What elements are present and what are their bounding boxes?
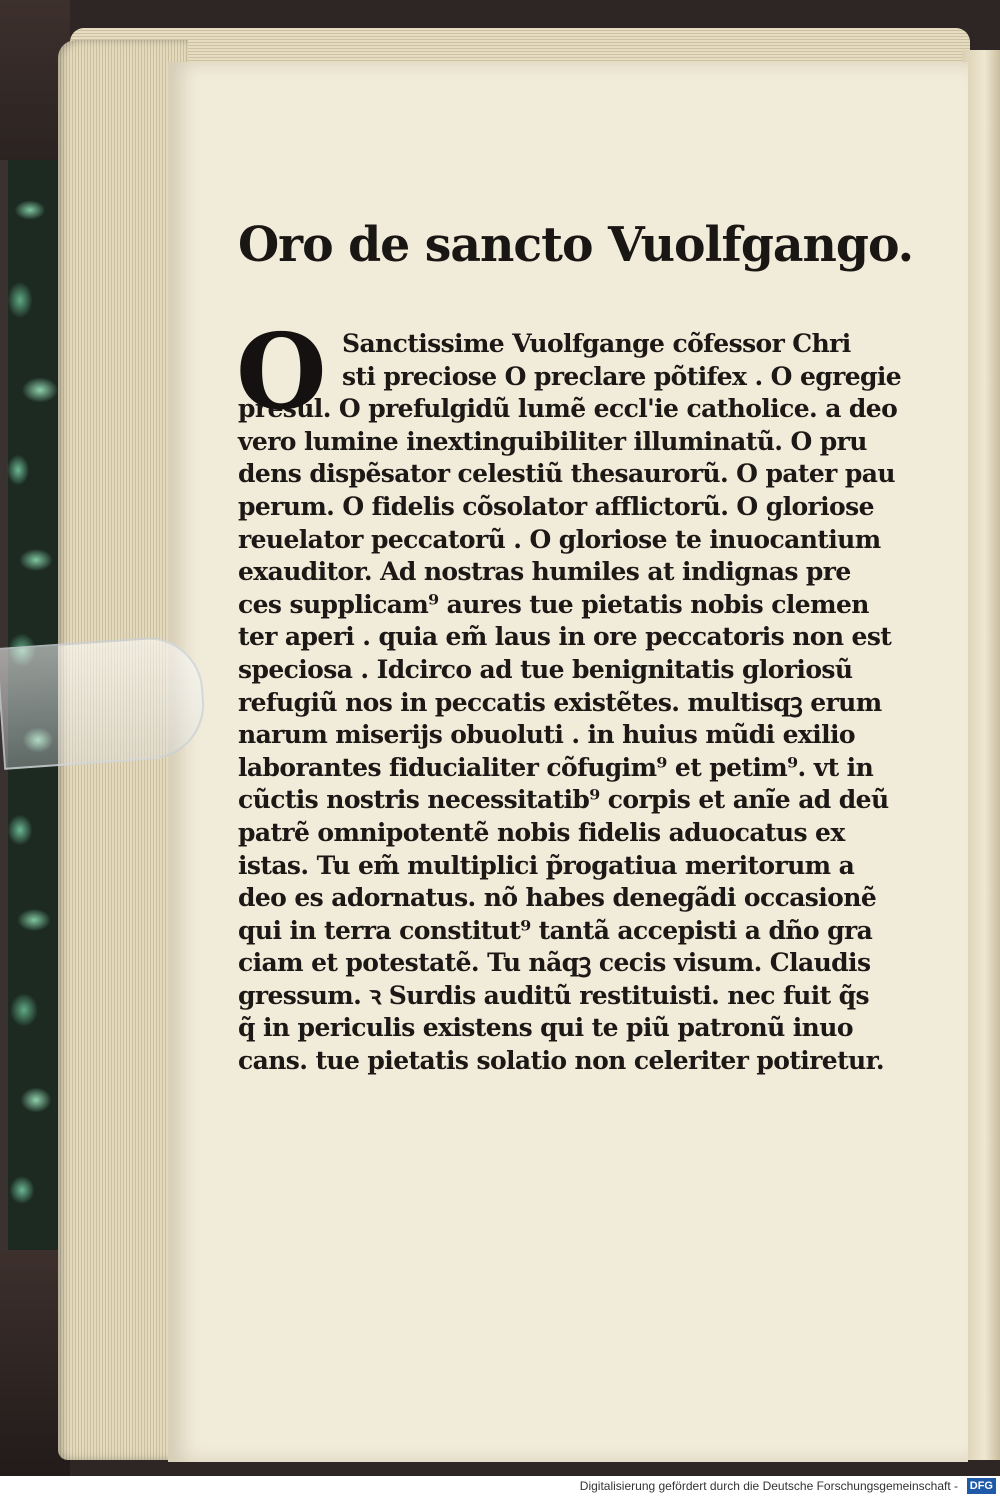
page-title: Oro de sancto Vuolfgango. <box>238 218 914 273</box>
text-line: cũctis nostris necessitatib⁹ corpis et anĩe ad deũ <box>238 785 889 815</box>
text-line: narum miserijs obuoluti . in huius mũdi exilio <box>238 720 856 750</box>
text-line: istas. Tu em̃ multiplici p̃rogatiua meritorum a <box>238 850 855 880</box>
drop-cap: O <box>236 310 327 433</box>
text-line: q̃ in periculis existens qui te piũ patronũ inuo <box>238 1013 853 1043</box>
text-line: gressum. ꝛ Surdis auditũ restituisti. nec fuit q̃s <box>238 980 870 1010</box>
text-line: patrẽ omnipotentẽ nobis fidelis aduocatus ex <box>238 817 845 847</box>
dfg-logo: DFG <box>967 1478 996 1494</box>
text-line: refugiũ nos in peccatis existẽtes. multisqꝫ erum <box>238 687 882 717</box>
text-line: ter aperi . quia em̃ laus in ore peccatoris non est <box>238 622 892 652</box>
text-line: exauditor. Ad nostras humiles at indignas pre <box>238 557 851 587</box>
text-line: laborantes fiducialiter cõfugim⁹ et petim⁹. vt in <box>238 752 874 782</box>
plastic-page-clip <box>0 634 208 770</box>
text-line: presul. O prefulgidũ lumẽ eccl'ie catholice. a deo <box>238 394 898 424</box>
text-line: vero lumine inextinguibiliter illuminatũ. O pru <box>238 426 867 456</box>
text-line: deo es adornatus. nõ habes denegãdi occasionẽ <box>238 883 877 913</box>
text-line: dens dispẽsator celestiũ thesaurorũ. O pater pau <box>238 459 895 489</box>
text-line: reuelator peccatorũ . O gloriose te inuocantium <box>238 524 881 554</box>
funding-credit: Digitalisierung gefördert durch die Deutsche Forschungsgemeinschaft - <box>579 1479 958 1493</box>
text-line: Sanctissime Vuolfgange cõfessor Chri <box>342 329 851 358</box>
text-line: cans. tue pietatis solatio non celeriter potiretur. <box>238 1046 884 1076</box>
text-line: sti preciose O preclare põtifex . O egregie <box>342 361 902 391</box>
text-line: ciam et potestatẽ. Tu nãqꝫ cecis visum. Claudis <box>238 948 871 978</box>
text-line: speciosa . Idcirco ad tue benignitatis gloriosũ <box>238 654 853 684</box>
text-line: qui in terra constitut⁹ tantã accepisti a dño gra <box>238 915 873 945</box>
text-line: ces supplicam⁹ aures tue pietatis nobis clemen <box>238 589 869 619</box>
prayer-text <box>236 310 918 1078</box>
text-line: perum. O fidelis cõsolator afflictorũ. O gloriose <box>238 491 874 521</box>
footer-bar <box>0 1476 1000 1498</box>
